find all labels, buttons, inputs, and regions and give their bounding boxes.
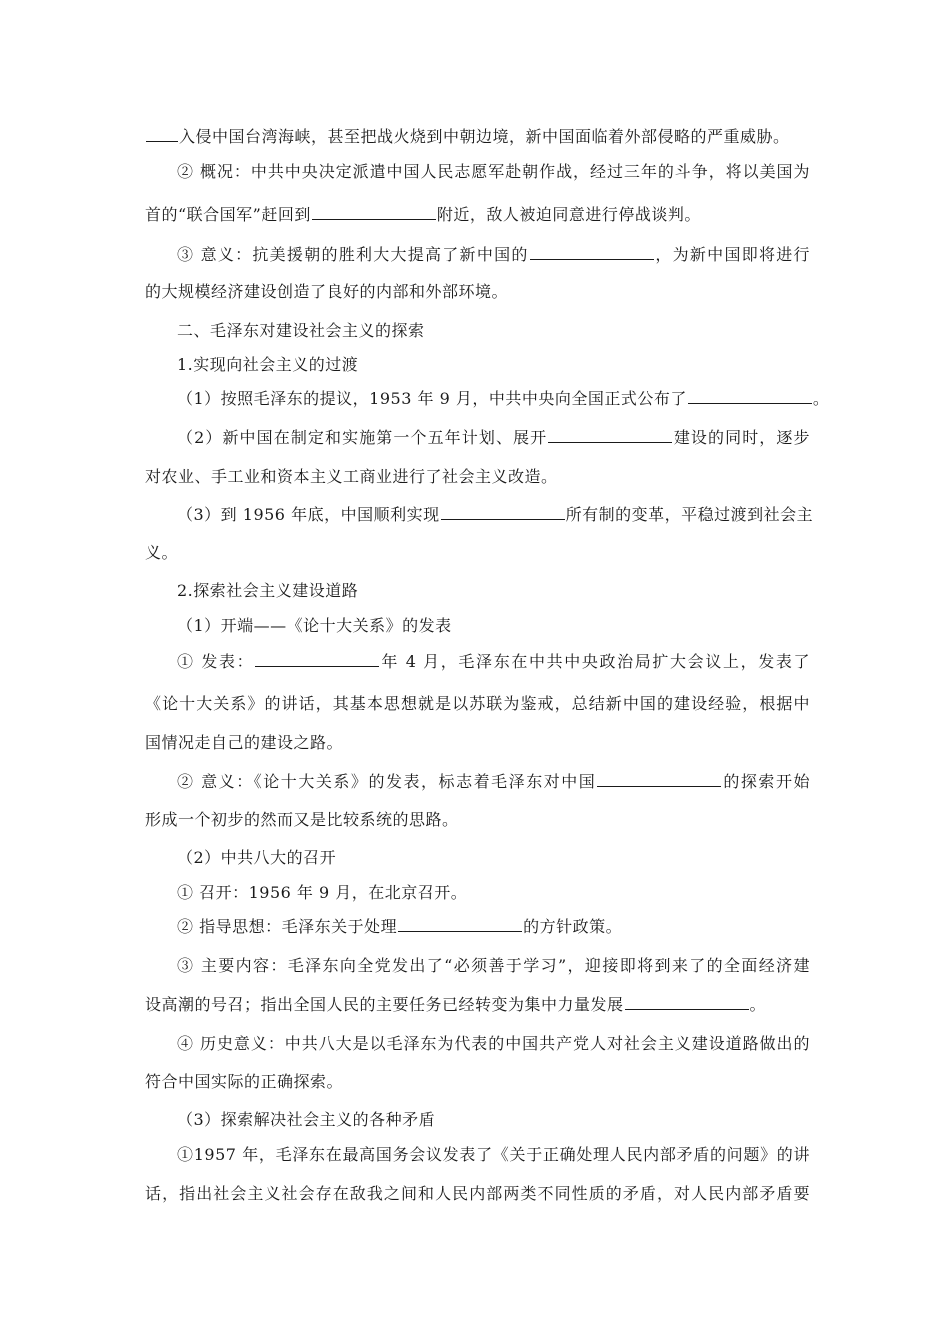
fill-in-blank[interactable] bbox=[688, 389, 812, 404]
fill-in-blank[interactable] bbox=[548, 428, 672, 443]
line-text: ② 意义：《论十大关系》的发表，标志着毛泽东对中国 bbox=[177, 772, 597, 791]
line-text: 符合中国实际的正确探索。 bbox=[145, 1072, 344, 1091]
text-line bbox=[145, 694, 810, 714]
line-text-after-blank: 。 bbox=[749, 995, 767, 1014]
line-text-after-blank: 。 bbox=[812, 389, 830, 408]
text-line bbox=[145, 467, 810, 487]
line-text: 义。 bbox=[145, 543, 179, 562]
line-text-after-blank: 年 4 月，毛泽东在中共中央政治局扩大会议上，发表了 bbox=[380, 652, 810, 671]
line-text: ① 发表： bbox=[177, 652, 255, 671]
text-line bbox=[177, 428, 810, 448]
text-line bbox=[145, 1184, 810, 1204]
text-line bbox=[177, 917, 810, 937]
text-line bbox=[177, 1145, 810, 1165]
line-text: 首的“联合国军”赶回到 bbox=[145, 205, 311, 224]
line-text-after-blank: 所有制的变革，平稳过渡到社会主 bbox=[565, 505, 814, 524]
line-text-after-blank: 的方针政策。 bbox=[523, 917, 623, 936]
line-text: 形成一个初步的然而又是比较系统的思路。 bbox=[145, 810, 459, 829]
text-line bbox=[145, 1072, 810, 1092]
fill-in-blank[interactable] bbox=[146, 127, 178, 142]
line-text: 2.探索社会主义建设道路 bbox=[177, 581, 359, 600]
line-text: 国情况走自己的建设之路。 bbox=[145, 733, 344, 752]
line-text: 对农业、手工业和资本主义工商业进行了社会主义改造。 bbox=[145, 467, 558, 486]
line-text: （3）到 1956 年底，中国顺利实现 bbox=[177, 505, 440, 524]
line-text: ② 指导思想：毛泽东关于处理 bbox=[177, 917, 398, 936]
text-line bbox=[177, 652, 810, 672]
line-text: 二、毛泽东对建设社会主义的探索 bbox=[177, 321, 425, 340]
line-text: ①1957 年，毛泽东在最高国务会议发表了《关于正确处理人民内部矛盾的问题》的讲 bbox=[177, 1145, 810, 1164]
fill-in-blank[interactable] bbox=[597, 772, 721, 787]
fill-in-blank[interactable] bbox=[441, 505, 565, 520]
fill-in-blank[interactable] bbox=[398, 917, 522, 932]
fill-in-blank[interactable] bbox=[312, 205, 436, 220]
line-text-after-blank: 附近，敌人被迫同意进行停战谈判。 bbox=[436, 205, 701, 224]
text-line bbox=[177, 389, 830, 409]
text-line bbox=[145, 733, 810, 753]
text-line bbox=[145, 995, 810, 1015]
text-line bbox=[145, 810, 810, 830]
line-text: （2）中共八大的召开 bbox=[177, 848, 337, 867]
line-text-after-blank: ，为新中国即将进行 bbox=[654, 245, 810, 264]
fill-in-blank[interactable] bbox=[625, 995, 749, 1010]
fill-in-blank[interactable] bbox=[530, 245, 654, 260]
line-text-after-blank: 建设的同时，逐步 bbox=[673, 428, 810, 447]
line-text: ④ 历史意义：中共八大是以毛泽东为代表的中国共产党人对社会主义建设道路做出的 bbox=[177, 1034, 810, 1053]
line-text: 1.实现向社会主义的过渡 bbox=[177, 355, 359, 374]
line-text: 《论十大关系》的讲话，其基本思想就是以苏联为鉴戒，总结新中国的建设经验，根据中 bbox=[145, 694, 810, 713]
text-line bbox=[177, 956, 810, 976]
line-text: 的大规模经济建设创造了良好的内部和外部环境。 bbox=[145, 282, 509, 301]
text-line bbox=[145, 127, 810, 147]
line-text: ③ 意义：抗美援朝的胜利大大提高了新中国的 bbox=[177, 245, 529, 264]
text-line bbox=[177, 505, 814, 525]
text-line bbox=[177, 772, 810, 792]
text-line bbox=[177, 883, 810, 903]
text-line bbox=[177, 1110, 810, 1130]
line-text: （1）开端——《论十大关系》的发表 bbox=[177, 616, 452, 635]
text-line bbox=[177, 616, 810, 636]
text-line bbox=[177, 162, 810, 182]
fill-in-blank[interactable] bbox=[255, 652, 379, 667]
text-line bbox=[145, 205, 810, 225]
text-line bbox=[145, 543, 810, 563]
line-text: 设高潮的号召；指出全国人民的主要任务已经转变为集中力量发展 bbox=[145, 995, 624, 1014]
line-text: ③ 主要内容：毛泽东向全党发出了“必须善于学习”，迎接即将到来了的全面经济建 bbox=[177, 956, 810, 975]
text-line bbox=[145, 282, 810, 302]
line-text: ② 概况：中共中央决定派遣中国人民志愿军赴朝作战，经过三年的斗争，将以美国为 bbox=[177, 162, 810, 181]
text-line bbox=[177, 321, 810, 341]
line-text: ① 召开：1956 年 9 月，在北京召开。 bbox=[177, 883, 468, 902]
line-text: （1）按照毛泽东的提议，1953 年 9 月，中共中央向全国正式公布了 bbox=[177, 389, 687, 408]
text-line bbox=[177, 1034, 810, 1054]
line-text-after-blank: 入侵中国台湾海峡，甚至把战火烧到中朝边境，新中国面临着外部侵略的严重威胁。 bbox=[179, 127, 790, 146]
line-text: 话，指出社会主义社会存在敌我之间和人民内部两类不同性质的矛盾，对人民内部矛盾要 bbox=[145, 1184, 810, 1203]
text-line bbox=[177, 355, 810, 375]
text-line bbox=[177, 848, 810, 868]
line-text: （2）新中国在制定和实施第一个五年计划、展开 bbox=[177, 428, 548, 447]
line-text: （3）探索解决社会主义的各种矛盾 bbox=[177, 1110, 436, 1129]
text-line bbox=[177, 245, 810, 265]
text-line bbox=[177, 581, 810, 601]
line-text-after-blank: 的探索开始 bbox=[722, 772, 810, 791]
